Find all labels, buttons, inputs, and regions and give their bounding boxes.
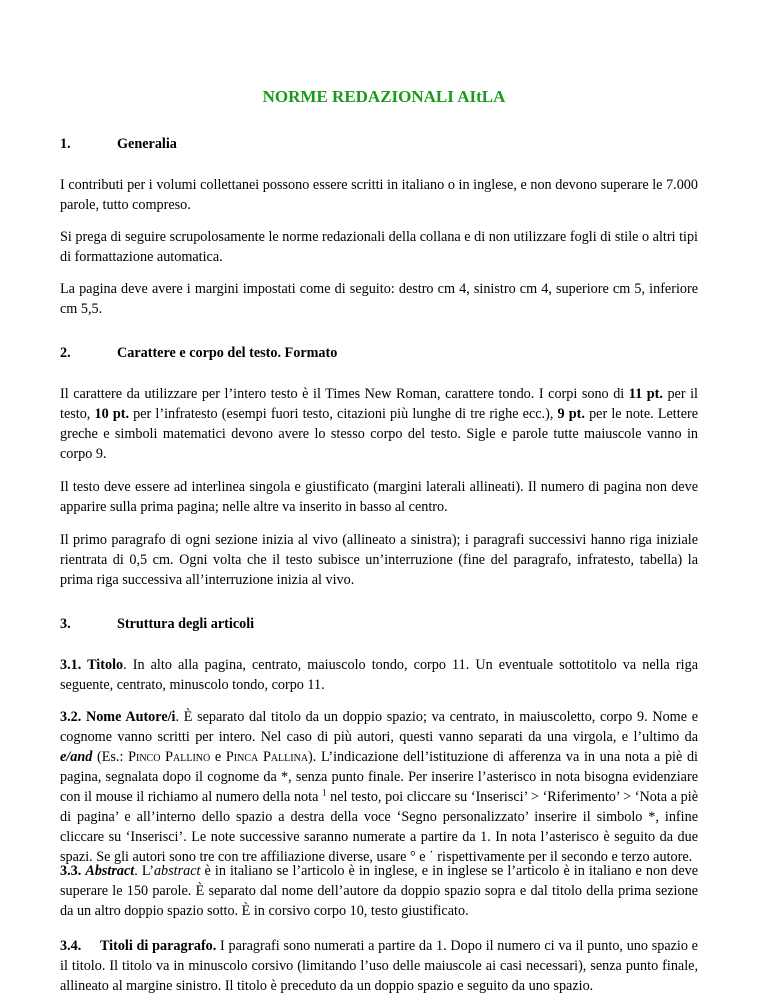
subsection-3-3: 3.3. Abstract. L’abstract è in italiano se l’articolo è in inglese, e in inglese se l’articolo è in italiano e non deve superare le 150 parole. È separato dal nome dell’autore da doppio spazio sopra e dal titolo della prima sezione da un altro doppio spazio sotto. È in corsivo corpo 10, testo giustificato.	[60, 863, 699, 919]
paragraph: La pagina deve avere i margini impostati come di seguito: destro cm 4, sinistro cm 4, superiore cm 5, inferiore cm 5,5.	[60, 281, 698, 317]
section-number: 1.	[60, 136, 71, 152]
subsection-3-4: 3.4. Titoli di paragrafo. I paragrafi sono numerati a partire da 1. Dopo il numero ci va il punto, uno spazio e il titolo. Il titolo va in minuscolo corsivo (limitando l’uso delle maiuscole ai casi necessari), senza punto finale, allineato al margine sinistro. Il titolo è preceduto da un doppio spazio e seguito da uno spazio.	[60, 938, 698, 994]
document-title: NORME REDAZIONALI AItLA	[262, 87, 506, 106]
subsection-3-1: 3.1. Titolo. In alto alla pagina, centrato, maiuscolo tondo, corpo 11. Un eventuale sottotitolo va nella riga seguente, centrato, minuscolo tondo, corpo 11.	[60, 657, 698, 693]
section-title: Carattere e corpo del testo. Formato	[117, 345, 338, 361]
paragraph: Il testo deve essere ad interlinea singola e giustificato (margini laterali allineati). Il numero di pagina non deve apparire sulla prima pagina; nelle altre va inserito in basso al centro.	[60, 479, 698, 515]
section-title: Struttura degli articoli	[117, 616, 255, 632]
section-2-heading	[60, 343, 698, 363]
section-title: Generalia	[117, 136, 177, 152]
paragraph: Il carattere da utilizzare per l’intero testo è il Times New Roman, carattere tondo. I corpi sono di 11 pt. per il testo, 10 pt. per l’infratesto (esempi fuori testo, citazioni più lunghe di tre righe ecc.), 9 pt. per le note. Lettere greche e simboli matematici devono avere lo stesso corpo del testo. Sigle e parole tutte maiuscole vanno in corpo 9.	[60, 386, 699, 462]
paragraph: Si prega di seguire scrupolosamente le norme redazionali della collana e di non utilizzare fogli di stile o altri tipi di formattazione automatica.	[60, 229, 698, 265]
subsection-3-2: 3.2. Nome Autore/i. È separato dal titolo da un doppio spazio; va centrato, in maiuscoletto, corpo 9. Nome e cognome vanno scritti per intero. Nel caso di più autori, questi vanno separati da una virgola, e l’ultimo da e/and (Es.: Pinco Pallino e Pinca Pallina). L’indicazione dell’istituzione di afferenza va in una nota a piè di pagina, segnalata dopo il cognome da *, senza punto finale. Per inserire l’asterisco in nota bisogna evidenziare con il mouse il richiamo al numero della nota $^1$ nel testo, poi cliccare su ‘Inserisci’ > ‘Riferimento’ > ‘Nota a piè di pagina’ e all’interno dello spazio a destra della voce ‘Segno personalizzato’ inserire il simbolo *, infine cliccare su ‘Inserisci’. Le note successive saranno numerate a partire da 1. In nota l’asterisco è seguito da due spazi. Se gli autori sono tre con tre affiliazione diverse, usare ° e ˙ rispettivamente per il secondo e terzo autore.	[60, 709, 698, 865]
paragraph: I contributi per i volumi collettanei possono essere scritti in italiano o in inglese, e non devono superare le 7.000 parole, tutto compreso.	[60, 177, 698, 213]
paragraph: Il primo paragrafo di ogni sezione inizia al vivo (allineato a sinistra); i paragrafi successivi hanno riga iniziale rientrata di 0,5 cm. Ogni volta che il testo subisce un’interruzione (fine del paragrafo, infratesto, tabella) la prima riga successiva all’interruzione inizia al vivo.	[60, 532, 698, 588]
section-number: 2.	[60, 345, 71, 361]
section-number: 3.	[60, 616, 71, 632]
section-3-heading	[60, 614, 698, 634]
section-1-heading	[60, 134, 698, 154]
